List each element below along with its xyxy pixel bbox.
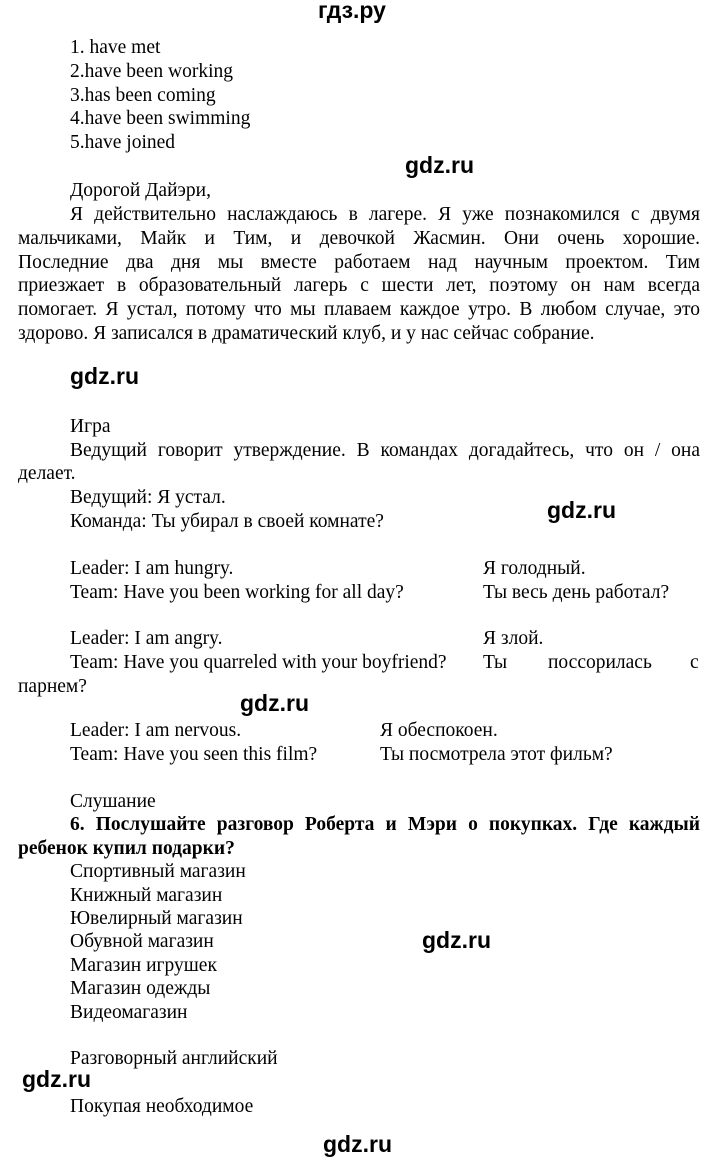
dialog-team-en: Team: Have you quarreled with your boyfriend?: [70, 652, 447, 673]
shop-item: Обувной магазин: [70, 931, 214, 952]
shop-item: Спортивный магазин: [70, 861, 246, 882]
dialog-leader-ru: Я злой.: [483, 628, 544, 649]
letter-line: помогает. Я устал, потому что мы плаваем каждое утро. В любом случае, это: [18, 299, 700, 320]
shop-item: Магазин игрушек: [70, 955, 217, 976]
section-title-spoken: Разговорный английский: [70, 1048, 278, 1069]
dialog-team-en: Team: Have you been working for all day?: [70, 582, 404, 603]
dialog-leader-en: Leader: I am nervous.: [70, 720, 242, 741]
letter-line: мальчиками, Майк и Тим, и девочкой Жасмин. Они очень хорошие.: [18, 228, 700, 249]
watermark: gdz.ru: [405, 152, 474, 178]
dialog-leader-ru: Я голодный.: [483, 558, 586, 579]
dialog-leader-en: Leader: I am hungry.: [70, 558, 234, 579]
watermark: gdz.ru: [422, 927, 491, 953]
letter-line: Последние два дня мы вместе работаем над научным проектом. Тим: [18, 252, 700, 273]
dialog-team-ru: Ты весь день работал?: [483, 582, 670, 603]
letter-line: Я действительно наслаждаюсь в лагере. Я уже познакомился с двумя: [70, 204, 700, 225]
shop-item: Книжный магазин: [70, 885, 223, 906]
dialog-team-en: Team: Have you seen this film?: [70, 744, 318, 765]
dialog-leader-en: Leader: I am angry.: [70, 628, 223, 649]
game-instruction: Ведущий говорит утверждение. В командах догадайтесь, что он / она: [70, 440, 700, 461]
listening-task: ребенок купил подарки?: [18, 838, 235, 859]
letter-line: приезжает в образовательный лагерь с шести лет, поэтому он нам всегда: [18, 275, 700, 296]
shop-item: Ювелирный магазин: [70, 908, 243, 929]
dialog-leader-ru: Я обеспокоен.: [380, 720, 498, 741]
dialog-team-ru-word: Ты: [483, 652, 508, 673]
dialog-team-ru-cont: парнем?: [18, 676, 87, 697]
answer-item: 5.have joined: [70, 132, 176, 153]
shop-item: Магазин одежды: [70, 978, 211, 999]
letter-greeting: Дорогой Дайэри,: [70, 180, 211, 201]
watermark: gdz.ru: [240, 690, 309, 716]
dialog-team-ru-word: с: [690, 652, 699, 673]
answer-item: 4.have been swimming: [70, 108, 251, 129]
shop-item: Видеомагазин: [70, 1002, 188, 1023]
dialog-team-ru: Ты посмотрела этот фильм?: [380, 744, 613, 765]
watermark: gdz.ru: [70, 363, 139, 389]
section-title-listening: Слушание: [70, 791, 156, 812]
watermark: gdz.ru: [22, 1066, 91, 1092]
watermark: gdz.ru: [547, 497, 616, 523]
watermark-footer: gdz.ru: [323, 1131, 392, 1157]
answer-item: 3.has been coming: [70, 85, 216, 106]
answer-item: 1. have met: [70, 37, 161, 58]
letter-line: здорово. Я записался в драматический клуб, и у нас сейчас собрание.: [18, 323, 595, 344]
dialog-team-ru-word: поссорилась: [548, 652, 652, 673]
section-title-game: Игра: [70, 416, 111, 437]
listening-task: 6. Послушайте разговор Роберта и Мэри о покупках. Где каждый: [70, 814, 700, 835]
game-example-team: Команда: Ты убирал в своей комнате?: [70, 511, 384, 532]
answer-item: 2.have been working: [70, 61, 233, 82]
spoken-subtitle: Покупая необходимое: [70, 1096, 254, 1117]
game-example-leader: Ведущий: Я устал.: [70, 487, 226, 508]
watermark-header: гдз.ру: [318, 0, 386, 23]
game-instruction: делает.: [18, 463, 76, 484]
